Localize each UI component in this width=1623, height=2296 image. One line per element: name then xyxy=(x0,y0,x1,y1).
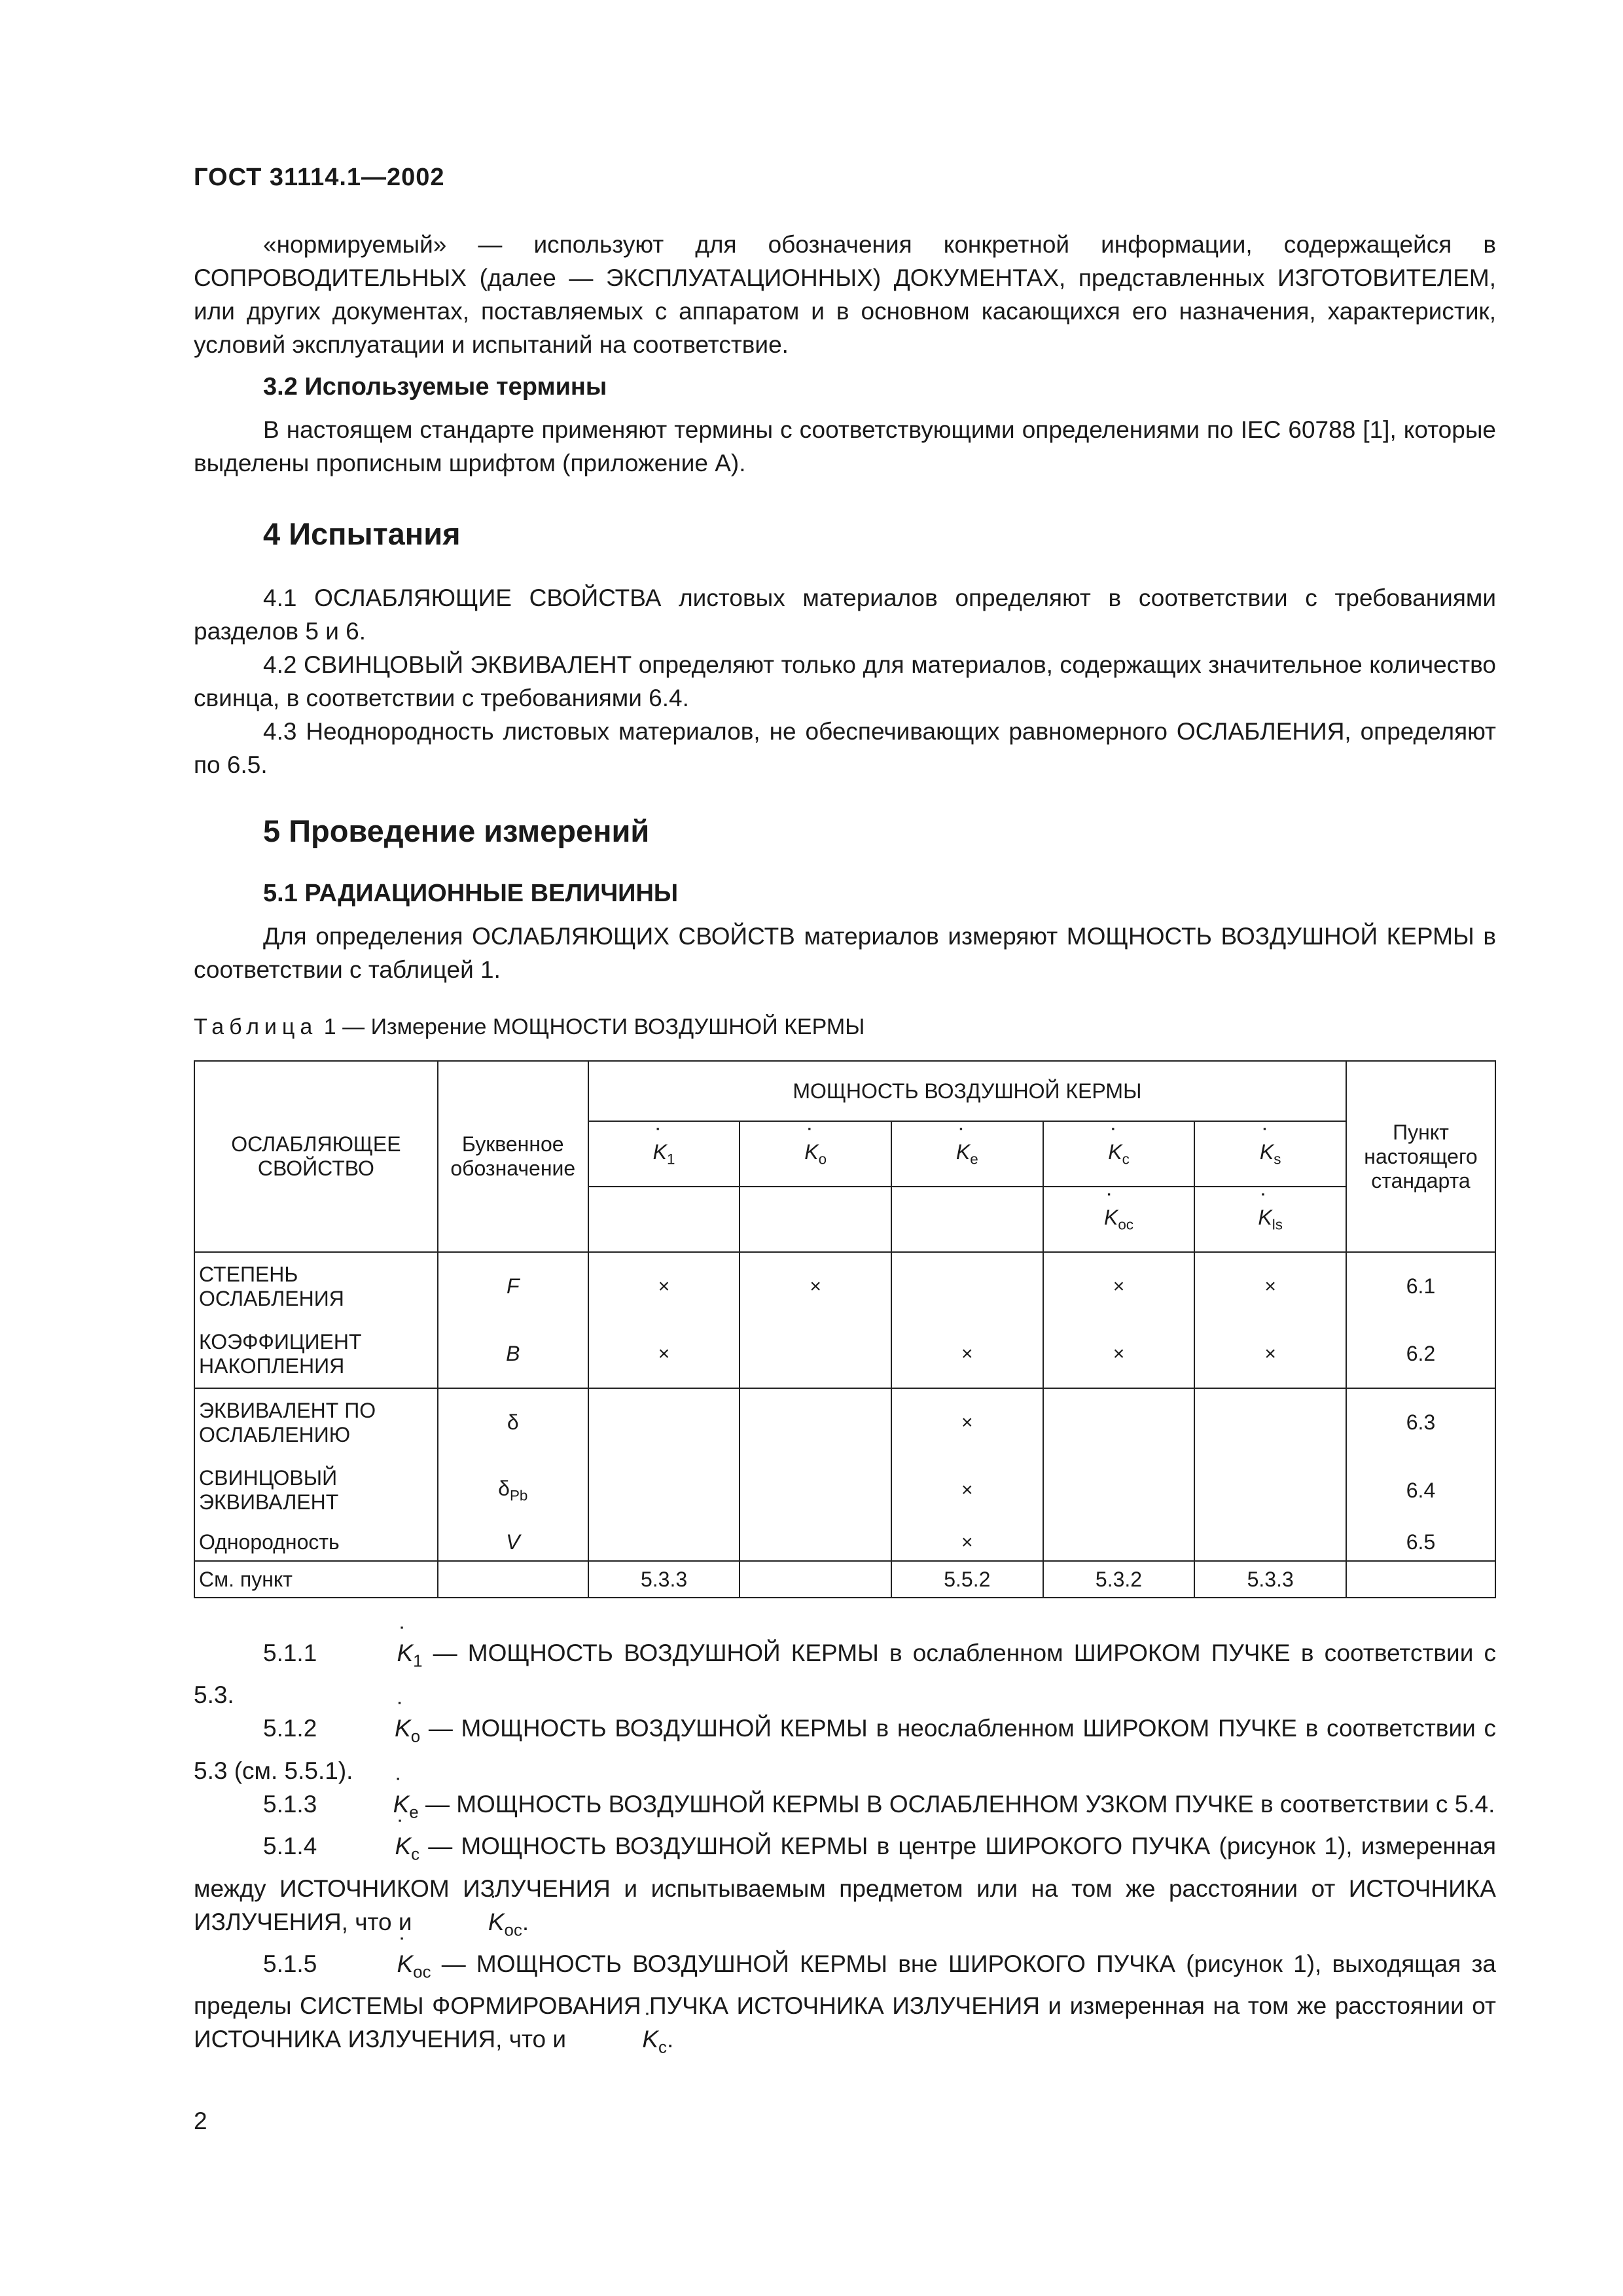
section-heading: 4 Испытания xyxy=(263,516,461,551)
header-empty xyxy=(740,1187,891,1252)
definition-5-1-3: 5.1.3 ˙ $K_e$ — МОЩНОСТЬ ВОЗДУШНОЙ КЕРМЫ В ОСЛАБЛЕННОМ УЗКОМ ПУЧКЕ в соответствии с 5.4. xyxy=(194,1787,1496,1829)
definitions-block xyxy=(194,1636,1496,2065)
section-5 xyxy=(194,812,1496,986)
section-3-2 xyxy=(194,370,1496,480)
section-paragraph: Для определения ОСЛАБЛЯЮЩИХ СВОЙСТВ материалов измеряют МОЩНОСТЬ ВОЗДУШНОЙ КЕРМЫ в соответствии с таблицей 1. xyxy=(194,923,1496,983)
page-number: 2 xyxy=(194,2108,207,2134)
paragraph-4-1: 4.1 ОСЛАБЛЯЮЩИЕ СВОЙСТВА листовых материалов определяют в соответствии с требованиями разделов 5 и 6. xyxy=(194,584,1496,645)
paragraph-4-2: 4.2 СВИНЦОВЫЙ ЭКВИВАЛЕНТ определяют только для материалов, содержащих значительное количество свинца, в соответствии с требованиями 6.4. xyxy=(194,651,1496,711)
table-row: СТЕПЕНЬ ОСЛАБЛЕНИЯ F × × × × 6.1 xyxy=(194,1252,1495,1320)
header-empty xyxy=(891,1187,1043,1252)
header-kerma: МОЩНОСТЬ ВОЗДУШНОЙ КЕРМЫ xyxy=(588,1061,1346,1121)
table-caption-text: 1 — Измерение МОЩНОСТИ ВОЗДУШНОЙ КЕРМЫ xyxy=(323,1014,865,1039)
definition-5-1-1: 5.1.1 ˙ $K_1$ — МОЩНОСТЬ ВОЗДУШНОЙ КЕРМЫ в ослабленном ШИРОКОМ ПУЧКЕ в соответствии с 5.3. xyxy=(194,1636,1496,1712)
definition-5-1-5: 5.1.5 ˙ $K_{oc}$ — МОЩНОСТЬ ВОЗДУШНОЙ КЕРМЫ вне ШИРОКОГО ПУЧКА (рисунок 1), выходящая за пределы СИСТЕМЫ ФОРМИРОВАНИЯ ПУЧКА ИСТОЧНИКА ИЗЛУЧЕНИЯ и измеренная на том же расстоянии от ИСТОЧНИКА ИЗЛУЧЕНИЯ, что и ˙ $K_c$. xyxy=(194,1947,1496,2065)
header-symbol: Буквенное обозначение xyxy=(438,1061,588,1252)
header-koc: ˙ $K_{oc}$ xyxy=(1043,1187,1195,1252)
kerma-table xyxy=(194,1060,1496,1598)
document-header: ГОСТ 31114.1—2002 xyxy=(194,164,445,191)
section-paragraph: В настоящем стандарте применяют термины с соответствующими определениями по IEC 60788 [1], которые выделены прописным шрифтом (приложение А). xyxy=(194,416,1496,476)
intro-block xyxy=(194,228,1496,361)
header-k1: ˙ $K_1$ xyxy=(588,1121,740,1187)
section-4 xyxy=(194,514,1496,781)
section-heading: 3.2 Используемые термины xyxy=(263,373,607,401)
table-caption-label: Таблица xyxy=(194,1014,318,1039)
table-row: СВИНЦОВЫЙ ЭКВИВАЛЕНТ $\delta_{Pb}$ × 6.4 xyxy=(194,1456,1495,1524)
header-empty xyxy=(588,1187,740,1252)
intro-paragraph: «нормируемый» — используют для обозначения конкретной информации, содержащейся в СОПРОВОДИТЕЛЬНЫХ (далее — ЭКСПЛУАТАЦИОННЫХ) ДОКУМЕНТАХ, представленных ИЗГОТОВИТЕЛЕМ, или других документах, поставляемых с аппаратом и в основном касающихся его назначения, характеристик, условий эксплуатации и испытаний на соответствие. xyxy=(194,231,1496,358)
table-caption xyxy=(194,1012,1496,1042)
paragraph-4-3: 4.3 Неоднородность листовых материалов, не обеспечивающих равномерного ОСЛАБЛЕНИЯ, определяют по 6.5. xyxy=(194,718,1496,778)
header-ke: ˙ $K_e$ xyxy=(891,1121,1043,1187)
header-clause: Пункт настоящего стандарта xyxy=(1346,1061,1495,1252)
header-kls: ˙ $K_{ls}$ xyxy=(1194,1187,1346,1252)
header-ks: ˙ $K_s$ xyxy=(1194,1121,1346,1187)
definition-5-1-4: 5.1.4 ˙ $K_c$ — МОЩНОСТЬ ВОЗДУШНОЙ КЕРМЫ в центре ШИРОКОГО ПУЧКА (рисунок 1), измеренная между ИСТОЧНИКОМ ИЗЛУЧЕНИЯ и испытываемым предметом или на том же расстоянии от ИСТОЧНИКА ИЗЛУЧЕНИЯ, что и ˙ $K_{oc}$. xyxy=(194,1829,1496,1947)
header-property: ОСЛАБЛЯЮЩЕЕ СВОЙСТВО xyxy=(194,1061,438,1252)
header-kc: ˙ $K_c$ xyxy=(1043,1121,1195,1187)
table-row: ЭКВИВАЛЕНТ ПО ОСЛАБЛЕНИЮ δ × 6.3 xyxy=(194,1388,1495,1456)
table-row: Однородность V × 6.5 xyxy=(194,1524,1495,1561)
header-ko: ˙ $K_o$ xyxy=(740,1121,891,1187)
section-heading: 5 Проведение измерений xyxy=(263,814,650,848)
definition-5-1-2: 5.1.2 ˙ $K_o$ — МОЩНОСТЬ ВОЗДУШНОЙ КЕРМЫ в неослабленном ШИРОКОМ ПУЧКЕ в соответствии с 5.3 (см. 5.5.1). xyxy=(194,1712,1496,1787)
table-footer-row: См. пункт 5.3.3 5.5.2 5.3.2 5.3.3 xyxy=(194,1561,1495,1598)
subsection-heading: 5.1 РАДИАЦИОННЫЕ ВЕЛИЧИНЫ xyxy=(263,880,679,907)
table-row: КОЭФФИЦИЕНТ НАКОПЛЕНИЯ B × × × × 6.2 xyxy=(194,1320,1495,1388)
